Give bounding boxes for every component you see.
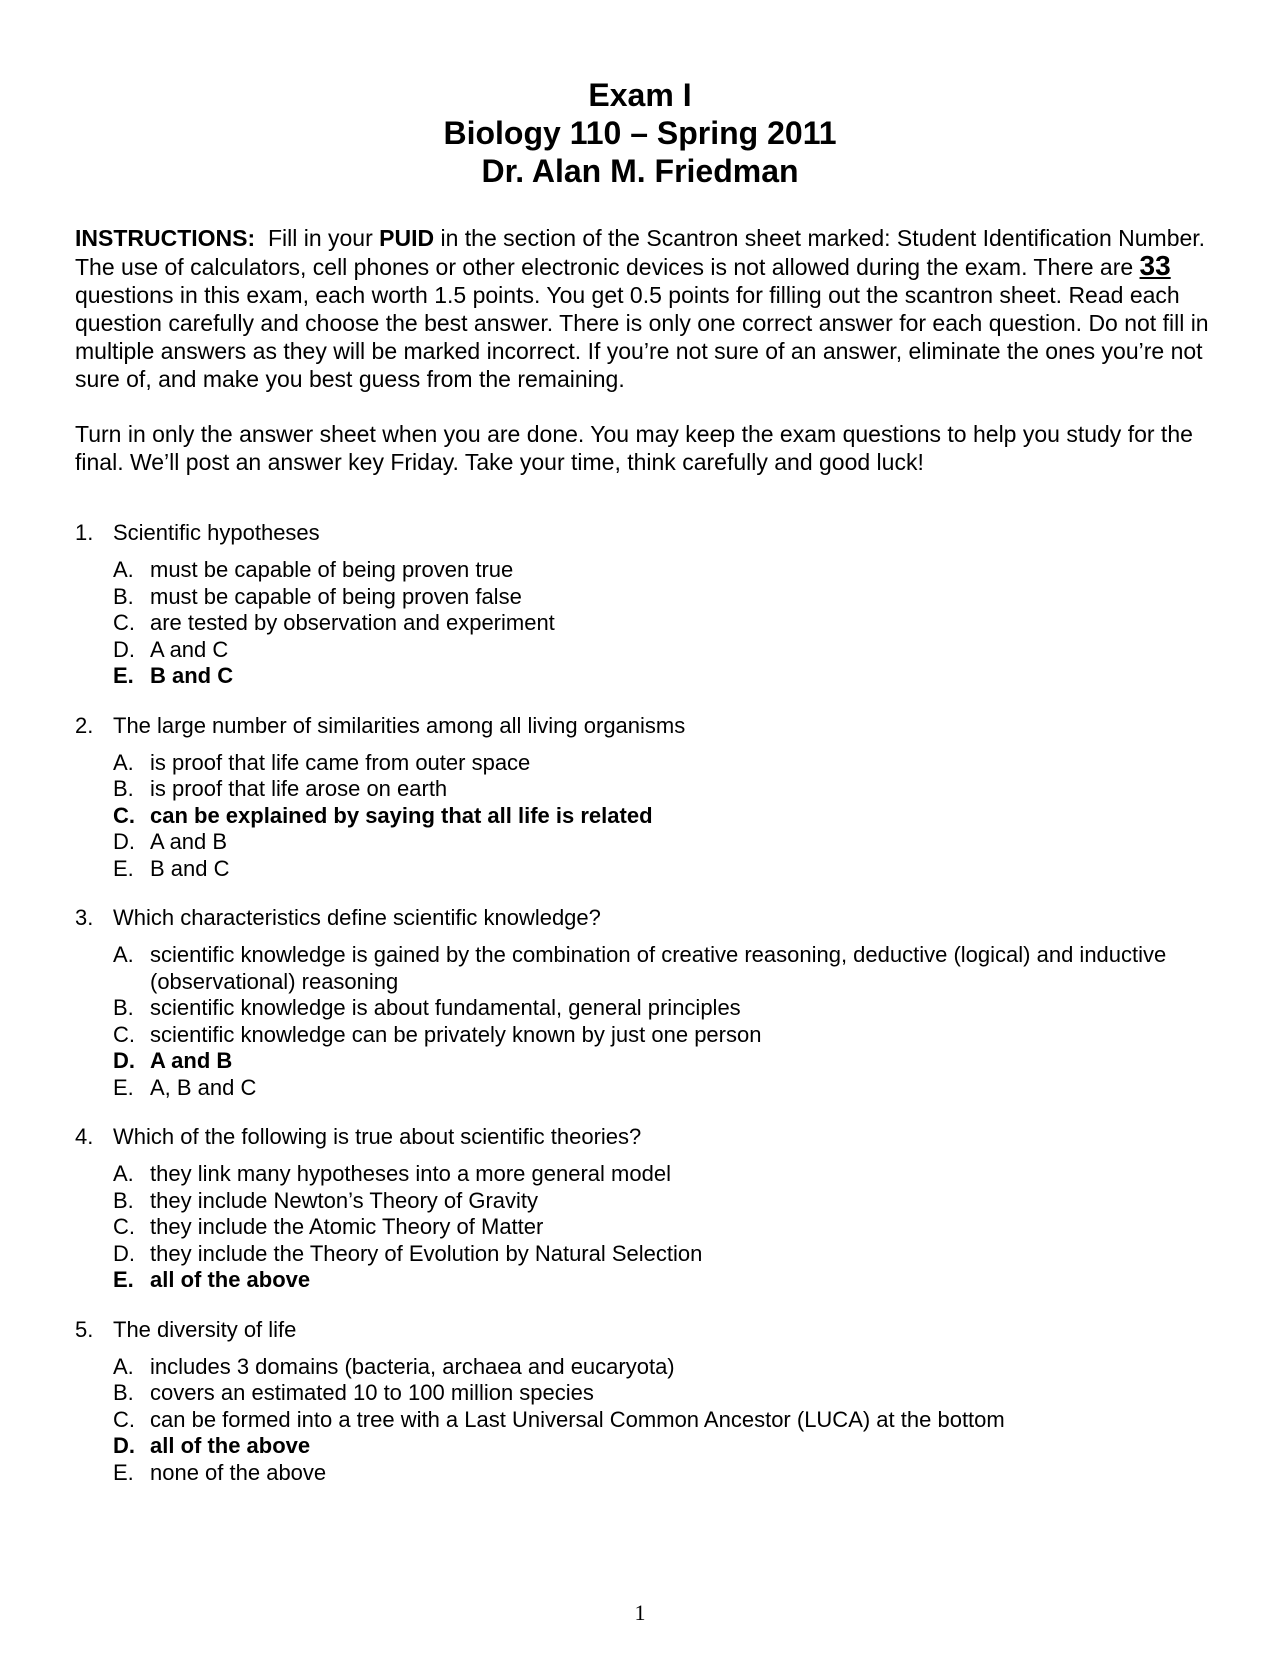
option-text: none of the above [150, 1459, 327, 1485]
option-letter: C. [113, 802, 135, 828]
option-text: they include the Atomic Theory of Matter [150, 1214, 544, 1239]
question-text: Scientific hypotheses [113, 520, 320, 545]
option-text: can be formed into a tree with a Last Universal Common Ancestor (LUCA) at the bottom [150, 1406, 1005, 1432]
question-number: 3. [75, 905, 94, 930]
option-letter: D. [113, 829, 135, 854]
option-text: A and C [150, 636, 229, 662]
question-stem [75, 712, 1215, 740]
question-text: Which of the following is true about scientific theories? [113, 1124, 642, 1149]
answer-option [113, 1214, 1215, 1241]
option-letter: E. [113, 855, 134, 881]
option-text: B and C [150, 663, 234, 688]
answer-option-correct [113, 803, 1215, 830]
instructions-paragraph-1 [75, 224, 1215, 393]
answer-option [113, 1354, 1215, 1381]
question-stem [75, 1123, 1215, 1151]
option-letter: C. [113, 1406, 135, 1432]
question-item [75, 904, 1215, 1101]
option-letter: A. [113, 749, 134, 775]
answer-option [113, 1075, 1215, 1102]
option-letter: A. [113, 557, 134, 582]
question-stem [75, 519, 1215, 547]
option-letter: D. [113, 636, 135, 662]
answer-options [113, 1354, 1215, 1487]
option-text: A and B [150, 829, 228, 854]
instructions-label: INSTRUCTIONS: [75, 225, 256, 251]
answer-option-correct [113, 1267, 1215, 1294]
option-text: they include the Theory of Evolution by Natural Selection [150, 1240, 703, 1266]
answer-option [113, 1188, 1215, 1215]
option-letter: B. [113, 776, 134, 801]
option-text: they include Newton’s Theory of Gravity [150, 1187, 539, 1213]
option-letter: C. [113, 1214, 135, 1239]
option-letter: E. [113, 663, 134, 688]
option-letter: D. [113, 1433, 135, 1458]
instructions-text-a: Fill in your [267, 225, 380, 251]
option-text: scientific knowledge is about fundamental, general principles [150, 995, 741, 1020]
option-letter: C. [113, 610, 135, 635]
answer-option-correct [113, 1433, 1215, 1460]
option-letter: E. [113, 1074, 134, 1100]
option-text: is proof that life came from outer space [150, 749, 531, 775]
answer-option [113, 1161, 1215, 1188]
question-number: 1. [75, 520, 94, 545]
question-number: 2. [75, 712, 94, 738]
answer-option [113, 1460, 1215, 1487]
option-text: is proof that life arose on earth [150, 776, 448, 801]
exam-title: Exam I [588, 77, 692, 113]
answer-option [113, 776, 1215, 803]
option-letter: A. [113, 1353, 134, 1379]
answer-option [113, 856, 1215, 883]
answer-option [113, 1407, 1215, 1434]
answer-option-correct [113, 663, 1215, 690]
answer-option [113, 750, 1215, 777]
option-letter: A. [113, 1161, 134, 1186]
instructor-name: Dr. Alan M. Friedman [481, 153, 799, 189]
question-text: Which characteristics define scientific knowledge? [113, 905, 601, 930]
answer-option-correct [113, 1048, 1215, 1075]
answer-option [113, 1380, 1215, 1407]
question-item [75, 712, 1215, 883]
instructions-text-b: in the section of the Scantron sheet marked: Student Identification Number. The use of calculators, cell phones or other electronic devices is not allowed during the exam. There are [75, 225, 1206, 280]
question-item [75, 1123, 1215, 1294]
answer-option [113, 995, 1215, 1022]
option-text: all of the above [150, 1433, 311, 1458]
question-item [75, 1316, 1215, 1487]
answer-option [113, 584, 1215, 611]
option-text: covers an estimated 10 to 100 million species [150, 1380, 594, 1405]
question-text: The diversity of life [113, 1316, 297, 1342]
answer-option [113, 1241, 1215, 1268]
answer-option [113, 1022, 1215, 1049]
option-text: must be capable of being proven false [150, 583, 522, 609]
option-text: includes 3 domains (bacteria, archaea and eucaryota) [150, 1353, 675, 1379]
answer-option [113, 610, 1215, 637]
question-stem [75, 904, 1215, 932]
option-letter: A. [113, 942, 134, 967]
option-letter: D. [113, 1048, 135, 1073]
course-title: Biology 110 – Spring 2011 [443, 115, 837, 151]
option-letter: D. [113, 1240, 135, 1266]
option-letter: E. [113, 1267, 134, 1292]
option-text: A, B and C [150, 1074, 257, 1100]
answer-options [113, 750, 1215, 883]
puid-emphasis: PUID [379, 225, 435, 251]
option-text: they link many hypotheses into a more general model [150, 1161, 671, 1186]
option-letter: B. [113, 583, 134, 609]
answer-option [113, 942, 1215, 995]
option-text: scientific knowledge is gained by the combination of creative reasoning, deductive (logical) and inductive (observational) reasoning [150, 942, 1167, 994]
answer-options [113, 557, 1215, 690]
option-letter: B. [113, 1187, 134, 1213]
question-stem [75, 1316, 1215, 1344]
option-letter: C. [113, 1021, 135, 1047]
option-letter: B. [113, 995, 134, 1020]
option-text: A and B [150, 1048, 233, 1073]
question-list [75, 519, 1215, 1508]
instructions-block [75, 224, 1215, 476]
question-number: 5. [75, 1316, 94, 1342]
option-text: can be explained by saying that all life is related [150, 802, 653, 828]
option-text: B and C [150, 855, 230, 881]
exam-header [0, 76, 1280, 190]
answer-option [113, 637, 1215, 664]
question-item [75, 519, 1215, 690]
option-text: are tested by observation and experiment [150, 610, 555, 635]
question-count: 33 [1139, 250, 1171, 281]
question-number: 4. [75, 1124, 94, 1149]
answer-option [113, 829, 1215, 856]
option-text: must be capable of being proven true [150, 557, 514, 582]
answer-options [113, 1161, 1215, 1294]
page-number: 1 [634, 1600, 646, 1625]
answer-option [113, 557, 1215, 584]
option-text: scientific knowledge can be privately known by just one person [150, 1021, 762, 1047]
instructions-text-c: questions in this exam, each worth 1.5 points. You get 0.5 points for filling out the scantron sheet. Read each question carefully and choose the best answer. There is only one correct answer for each question. Do not fill in multiple answers as they will be marked incorrect. If you’re not sure of an answer, eliminate the ones you’re not sure of, and make you best guess from the remaining. [75, 282, 1209, 392]
answer-options [113, 942, 1215, 1101]
option-text: all of the above [150, 1267, 311, 1292]
instructions-paragraph-2: Turn in only the answer sheet when you are done. You may keep the exam questions to help you study for the final. We’ll post an answer key Friday. Take your time, think carefully and good luck! [75, 421, 1193, 475]
option-letter: B. [113, 1380, 134, 1405]
question-text: The large number of similarities among all living organisms [113, 712, 686, 738]
option-letter: E. [113, 1459, 134, 1485]
